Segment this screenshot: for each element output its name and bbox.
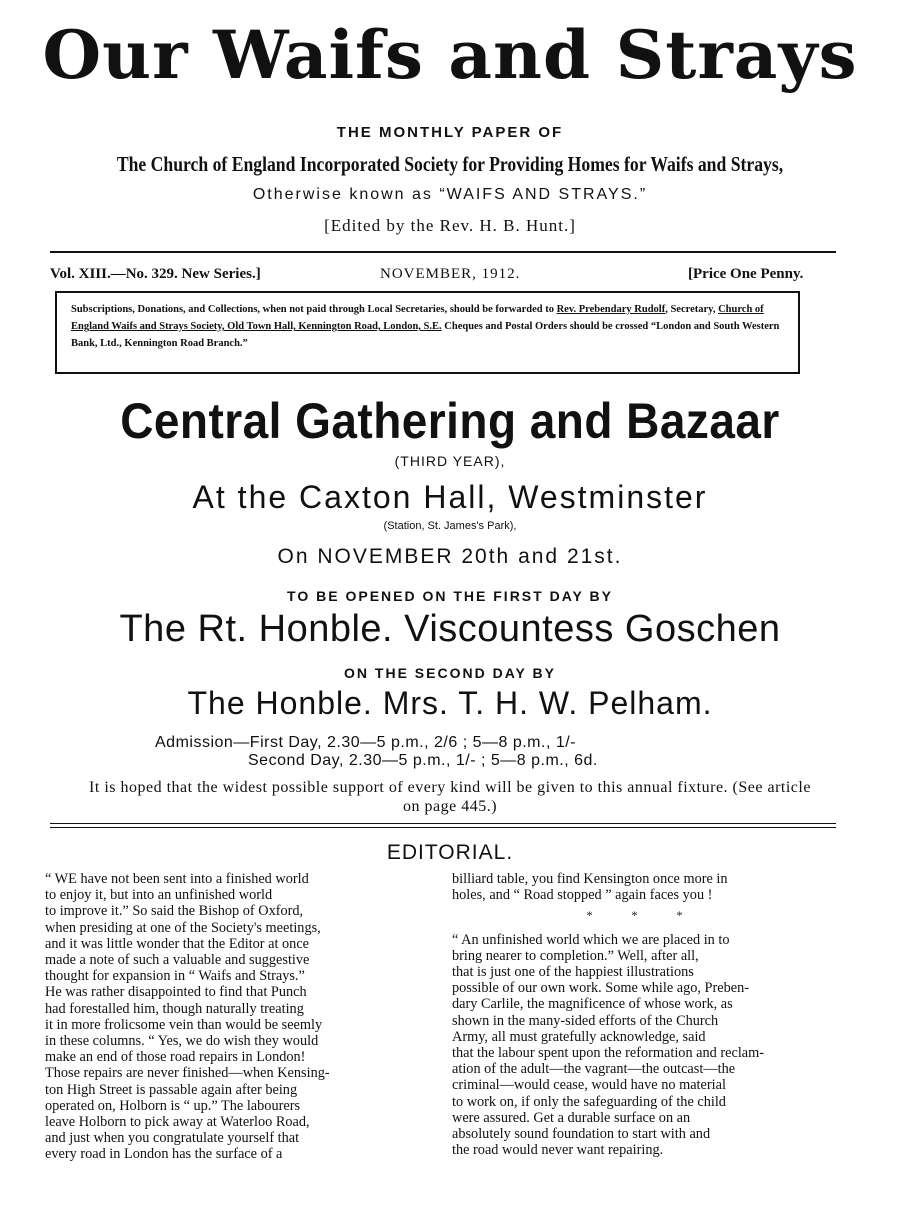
divider <box>50 823 836 824</box>
opened-second-label: ON THE SECOND DAY BY <box>344 665 556 681</box>
text-line: holes, and “ Road stopped ” again faces you ! <box>452 887 713 904</box>
text-line: were assured. Get a durable surface on an <box>452 1109 691 1126</box>
text-line: to work on, if only the safeguarding of the child <box>452 1093 726 1110</box>
society-name: The Church of England Incorporated Society for Providing Homes for Waifs and Strays, <box>116 152 784 176</box>
text-line: made a note of such a valuable and suggestive <box>45 952 310 969</box>
notice-text: Subscriptions, Donations, and Collections, when not paid through Local Secretaries, should be forwarded to <box>71 304 557 315</box>
bazaar-venue: At the Caxton Hall, Westminster <box>192 479 708 515</box>
editorial-left-column <box>45 871 432 1163</box>
text-line: ation of the adult—the vagrant—the outcast—the <box>452 1061 736 1078</box>
text-line: criminal—would cease, would have no material <box>452 1077 726 1094</box>
text-line: ton High Street is passable again after being <box>45 1081 298 1098</box>
opener-first: The Rt. Honble. Viscountess Goschen <box>119 608 781 650</box>
subscription-notice <box>55 291 800 374</box>
text-line: possible of our own work. Some while ago, Preben- <box>452 980 750 997</box>
issue-date: NOVEMBER, 1912. <box>380 266 521 282</box>
text-line: dary Carlile, the magnificence of whose work, as <box>452 996 733 1013</box>
text-line: Those repairs are never finished—when Kensing- <box>45 1065 330 1082</box>
admission-second: Second Day, 2.30—5 p.m., 1/- ; 5—8 p.m., 6d. <box>248 752 598 769</box>
opener-second: The Honble. Mrs. T. H. W. Pelham. <box>187 685 713 721</box>
editorial-heading: EDITORIAL. <box>386 841 514 864</box>
text-line: thought for expansion in “ Waifs and Strays.” <box>45 968 305 985</box>
text-line: every road in London has the surface of a <box>45 1146 283 1163</box>
text-line: the road would never want repairing. <box>452 1142 664 1159</box>
text-line: had forestalled him, though naturally treating <box>45 1000 304 1017</box>
text-line: make an end of those road repairs in London! <box>45 1049 306 1066</box>
text-line: to improve it.” So said the Bishop of Oxford, <box>45 903 304 920</box>
notice-text: Cheques and Postal Orders should be crossed “London and South Western Bank, Ltd., Kennington Road Branch.” <box>71 321 780 349</box>
opened-first-label: TO BE OPENED ON THE FIRST DAY BY <box>287 588 613 604</box>
bazaar-station: (Station, St. James's Park), <box>383 520 517 532</box>
masthead-subtitle: THE MONTHLY PAPER OF <box>336 124 564 141</box>
text-line: that the labour spent upon the reformation and reclam- <box>452 1045 765 1062</box>
editor-line: [Edited by the Rev. H. B. Hunt.] <box>324 216 576 235</box>
text-line: “ WE have not been sent into a finished world <box>45 871 309 887</box>
hoped-note: It is hoped that the widest possible support of every kind will be given to this annual fixture. (See article on page 445.) <box>89 779 811 815</box>
issue-price: [Price One Penny. <box>688 266 804 282</box>
text-line: operated on, Holborn is “ up.” The labourers <box>45 1097 301 1114</box>
text-line: Army, all must gratefully acknowledge, said <box>452 1028 706 1045</box>
notice-secretary: Rev. Prebendary Rudolf <box>556 304 666 315</box>
notice-text: , Secretary, <box>665 304 719 315</box>
editorial-right-column <box>452 871 835 1158</box>
text-line: that is just one of the happiest illustrations <box>452 964 694 981</box>
bazaar-dates: On NOVEMBER 20th and 21st. <box>277 545 623 568</box>
text-line: to enjoy it, but into an unfinished world <box>45 887 273 904</box>
text-line: and just when you congratulate yourself that <box>45 1130 300 1147</box>
text-line: absolutely sound foundation to start with and <box>452 1126 711 1143</box>
masthead-title: Our Waifs and Strays <box>42 16 858 94</box>
text-line: “ An unfinished world which we are placed in to <box>452 931 730 948</box>
text-line: He was rather disappointed to find that Punch <box>45 984 307 1001</box>
divider <box>50 251 836 253</box>
text-line: leave Holborn to pick away at Waterloo Road, <box>45 1114 310 1131</box>
section-separator: * * * <box>586 908 701 923</box>
text-line: shown in the many-sided efforts of the Church <box>452 1012 719 1029</box>
admission-first: Admission—First Day, 2.30—5 p.m., 2/6 ; 5—8 p.m., 1/- <box>155 734 576 751</box>
text-line: billiard table, you find Kensington once more in <box>452 871 728 887</box>
text-line: and it was little wonder that the Editor at once <box>45 935 310 952</box>
bazaar-year: (THIRD YEAR), <box>394 453 506 469</box>
text-line: in these columns. “ Yes, we do wish they would <box>45 1033 319 1050</box>
text-line: it in more frolicsome vein than would be seemly <box>45 1016 323 1033</box>
otherwise-known: Otherwise known as “WAIFS AND STRAYS.” <box>252 186 648 203</box>
notice-address: Church of England Waifs and Strays Society, Old Town Hall, Kennington Road, London, S.E. <box>71 304 764 332</box>
bazaar-headline: Central Gathering and Bazaar <box>120 393 780 449</box>
issue-volume: Vol. XIII.—No. 329. New Series.] <box>50 266 261 282</box>
divider <box>50 827 836 828</box>
text-line: bring nearer to completion.” Well, after all, <box>452 947 699 964</box>
text-line: when presiding at one of the Society's meetings, <box>45 919 321 936</box>
